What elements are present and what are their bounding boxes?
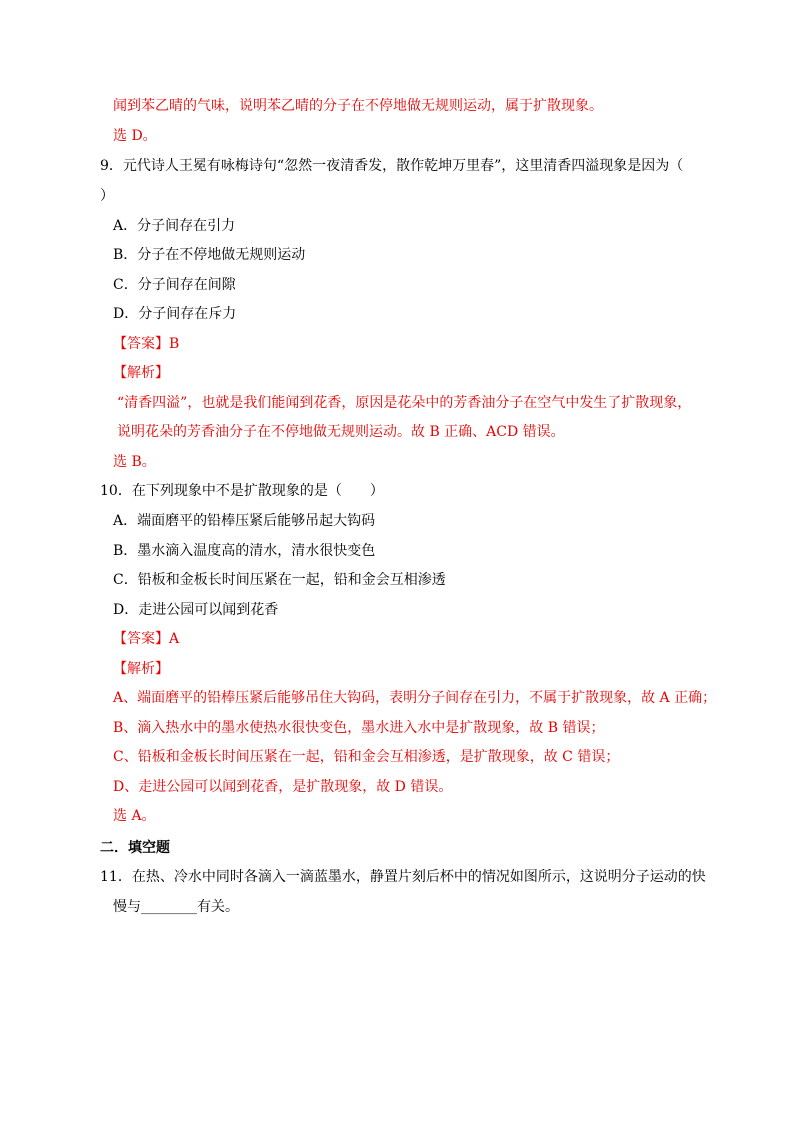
q9-stem-line1: 9．元代诗人王冕有咏梅诗句“忽然一夜清香发，散作乾坤万里春”，这里清香四溢现象是因为（ (100, 158, 684, 174)
q10-option-d: D．走进公园可以闻到花香 (113, 602, 279, 618)
q9-option-a: A．分子间存在引力 (113, 218, 236, 234)
q11-stem-line1: 11．在热、冷水中同时各滴入一滴蓝墨水，静置片刻后杯中的情况如图所示，这说明分子运动的快 (100, 869, 706, 885)
q9-analysis-line2: 说明花朵的芳香油分子在不停地做无规则运动。故 B 正确、ACD 错误。 (117, 424, 565, 440)
prev-conclusion: 选 D。 (113, 128, 157, 144)
q9-analysis-label: 【解析】 (113, 365, 169, 381)
q10-analysis-line-c: C、铅板和金板长时间压紧在一起，铅和金会互相渗透，是扩散现象，故 C 错误； (113, 749, 620, 765)
q11-stem-line2: 慢与________有关。 (113, 899, 239, 915)
q9-answer: 【答案】B (113, 336, 180, 352)
q10-conclusion: 选 A。 (113, 808, 156, 824)
q9-option-d: D．分子间存在斥力 (113, 306, 237, 322)
q10-analysis-line-a: A、端面磨平的铅棒压紧后能够吊住大钩码，表明分子间存在引力，不属于扩散现象，故 A 正确； (113, 690, 717, 706)
q10-option-a: A．端面磨平的铅棒压紧后能够吊起大钩码 (113, 513, 376, 529)
q9-stem-line2: ） (100, 188, 114, 204)
prev-explanation-tail: 闻到苯乙晴的气味，说明苯乙晴的分子在不停地做无规则运动，属于扩散现象。 (113, 98, 603, 114)
q10-answer: 【答案】A (113, 631, 180, 647)
q10-analysis-line-b: B、滴入热水中的墨水使热水很快变色，墨水进入水中是扩散现象，故 B 错误； (113, 720, 605, 736)
q10-analysis-label: 【解析】 (113, 661, 169, 677)
q10-stem: 10．在下列现象中不是扩散现象的是（ ） (100, 483, 384, 499)
q9-option-c: C．分子间存在间隙 (113, 277, 236, 293)
q10-option-b: B．墨水滴入温度高的清水，清水很快变色 (113, 543, 376, 559)
q9-option-b: B．分子在不停地做无规则运动 (113, 247, 306, 263)
q10-analysis-line-d: D、走进公园可以闻到花香，是扩散现象，故 D 错误。 (113, 779, 453, 795)
q10-option-c: C．铅板和金板长时间压紧在一起，铅和金会互相渗透 (113, 572, 446, 588)
section-title: 二．填空题 (100, 840, 170, 856)
q9-conclusion: 选 B。 (113, 454, 156, 470)
q9-analysis-line1: “清香四溢”，也就是我们能闻到花香，原因是花朵中的芳香油分子在空气中发生了扩散现象， (117, 395, 692, 411)
